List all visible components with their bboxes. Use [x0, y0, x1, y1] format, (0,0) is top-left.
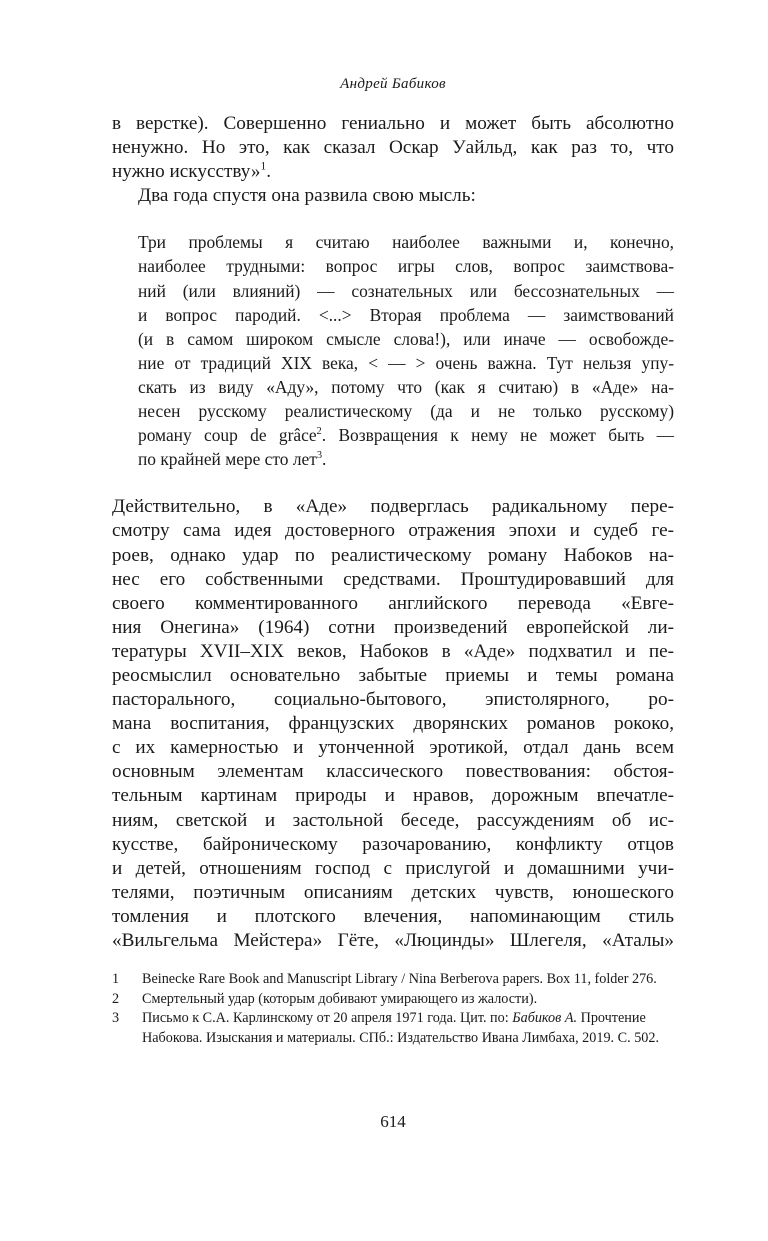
- footnote-text: Письмо к С.А. Карлинскому от 20 апреля 1971 года. Цит. по:: [142, 1010, 513, 1026]
- footnote-number: 2: [112, 990, 120, 1007]
- quote-line: Три проблемы я считаю наиболее важными и, конечно,: [138, 232, 674, 253]
- text-line: реосмыслил основательно забытые приемы и темы романа: [112, 664, 674, 686]
- quote-line: и вопрос пародий. <...> Вторая проблема — заимствований: [138, 304, 674, 325]
- quote-line: несен русскому реалистическому (да и не только русскому): [138, 401, 674, 422]
- quote-line: скать из виду «Аду», потому что (как я считаю) в «Аде» на-: [138, 376, 674, 397]
- quote-line: по крайней мере сто лет$^3$.: [138, 449, 327, 470]
- footnote-text: Beinecke Rare Book and Manuscript Library / Nina Berberova papers. Box 11, folder 276.: [142, 971, 657, 987]
- footnote-number: 1: [112, 971, 120, 987]
- text-line: пасторального, социально-бытового, эпистолярного, ро-: [112, 689, 674, 711]
- footnote-text: Прочтение Набокова. Изыскания и материалы. СПб.: Издательство Ивана Лимбаха, 2019. С. 502.: [142, 1010, 660, 1046]
- footnote-1: [112, 970, 674, 990]
- footnote-ref-3: 3: [316, 450, 323, 462]
- footnote-ref-1: 1: [260, 160, 267, 173]
- text-line: и детей, отношениям господ с прислугой и домашними учи-: [112, 857, 674, 879]
- text-line: нес его собственными средствами. Проштудировавший для: [112, 568, 674, 590]
- block-quote: [112, 230, 674, 471]
- text-line: своего комментированного английского перевода «Евге-: [112, 592, 674, 614]
- paragraph-continued: [112, 112, 674, 184]
- text-line: Действительно, в «Аде» подверглась радикальному пере-: [112, 496, 674, 518]
- footnote-ref-2: 2: [316, 426, 322, 438]
- text-line: томления и плотского влечения, напоминающим стиль: [112, 905, 674, 927]
- text-line: мана воспитания, французских дворянских романов рококо,: [112, 713, 674, 735]
- text-line: тературы XVII–XIX веков, Набоков в «Аде» подхватил и пе-: [112, 640, 674, 662]
- running-title: Андрей Бабиков: [340, 76, 446, 92]
- page-number: 614: [380, 1112, 406, 1131]
- text-line: основным элементам классического повествования: обстоя-: [112, 761, 674, 783]
- main-text: [112, 112, 674, 953]
- quote-line: ние от традиций XIX века, < — > очень важна. Тут нельзя упу-: [138, 352, 674, 373]
- text-line: с их камерностью и утонченной эротикой, отдал дань всем: [112, 737, 674, 759]
- text-line: кусстве, байроническому разочарованию, конфликту отцов: [112, 833, 674, 855]
- paragraph-main: [112, 495, 674, 953]
- text-line: телями, поэтичным описаниям детских чувств, юношеского: [112, 881, 674, 903]
- text-line: в верстке). Совершенно гениально и может быть абсолютно: [112, 113, 674, 134]
- text-line: тельным картинам природы и нравов, дорожным впечатле-: [112, 785, 674, 807]
- text-line: Два года спустя она развила свою мысль:: [138, 185, 476, 207]
- quote-line: роману coup de grâce$^2$. Возвращения к нему не может быть —: [138, 425, 674, 446]
- quote-line: (и в самом широком смысле слова!), или иначе — освобожде-: [138, 328, 674, 349]
- text-line: роев, однако удар по реалистическому роману Набоков на-: [112, 544, 674, 566]
- footnote-number: 3: [112, 1010, 120, 1026]
- text-line: нужно искусству»$^1$.: [112, 160, 272, 183]
- book-page: [112, 0, 674, 1241]
- text-line: смотру сама идея достоверного отражения эпохи и судеб ге-: [112, 520, 674, 542]
- footnote-text: Смертельный удар (которым добивают умирающего из жалости).: [142, 990, 538, 1007]
- text-line: «Вильгельма Мейстера» Гёте, «Люцинды» Шлегеля, «Аталы»: [112, 930, 674, 951]
- text-line: ненужно. Но это, как сказал Оскар Уайльд, как раз то, что: [112, 137, 674, 159]
- footnote-2: [112, 990, 674, 1010]
- quote-line: ний (или влияний) — сознательных или бессознательных —: [138, 280, 674, 301]
- text-line: ния Онегина» (1964) сотни произведений европейской ли-: [112, 616, 674, 638]
- quote-line: наиболее трудными: вопрос игры слов, вопрос заимствова-: [138, 256, 674, 277]
- paragraph-intro: [112, 184, 674, 208]
- footnote-author: Бабиков А.: [512, 1010, 578, 1026]
- text-line: ниям, светской и застольной беседе, рассуждениям об ис-: [112, 809, 674, 831]
- footnotes: [112, 970, 674, 1048]
- footnote-3: [112, 1009, 674, 1048]
